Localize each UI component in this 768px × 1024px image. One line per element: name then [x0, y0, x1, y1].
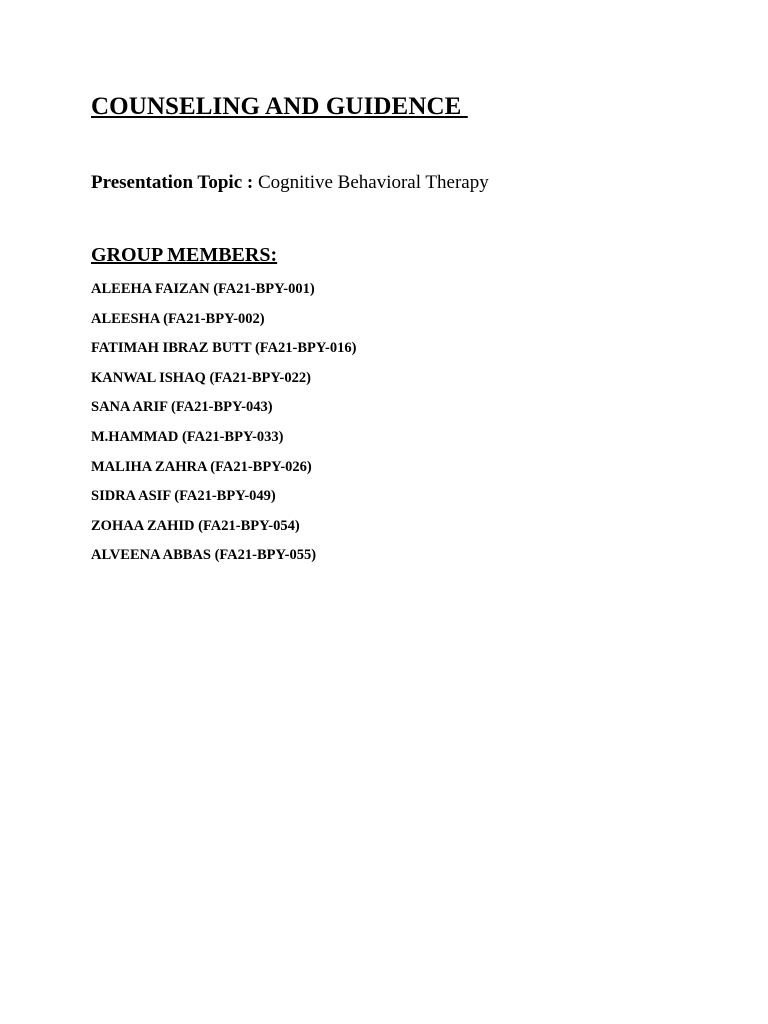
group-members-list	[91, 280, 356, 576]
member-item: ZOHAA ZAHID (FA21-BPY-054)	[91, 517, 300, 534]
member-item: MALIHA ZAHRA (FA21-BPY-026)	[91, 458, 312, 475]
topic-value: Cognitive Behavioral Therapy	[257, 172, 489, 193]
member-item: SIDRA ASIF (FA21-BPY-049)	[91, 488, 276, 505]
member-item: FATIMAH IBRAZ BUTT (FA21-BPY-016)	[91, 340, 357, 357]
member-item: ALVEENA ABBAS (FA21-BPY-055)	[91, 547, 317, 564]
presentation-topic	[91, 172, 489, 194]
member-item: M.HAMMAD (FA21-BPY-033)	[91, 428, 284, 445]
group-members-heading: GROUP MEMBERS:	[91, 244, 278, 266]
member-item: ALEESHA (FA21-BPY-002)	[91, 310, 265, 327]
topic-label: Presentation Topic :	[91, 172, 258, 193]
member-item: KANWAL ISHAQ (FA21-BPY-022)	[91, 369, 311, 386]
member-item: ALEEHA FAIZAN (FA21-BPY-001)	[91, 281, 315, 297]
document-title: COUNSELING AND GUIDENCE	[91, 93, 468, 120]
member-item: SANA ARIF (FA21-BPY-043)	[91, 399, 273, 416]
